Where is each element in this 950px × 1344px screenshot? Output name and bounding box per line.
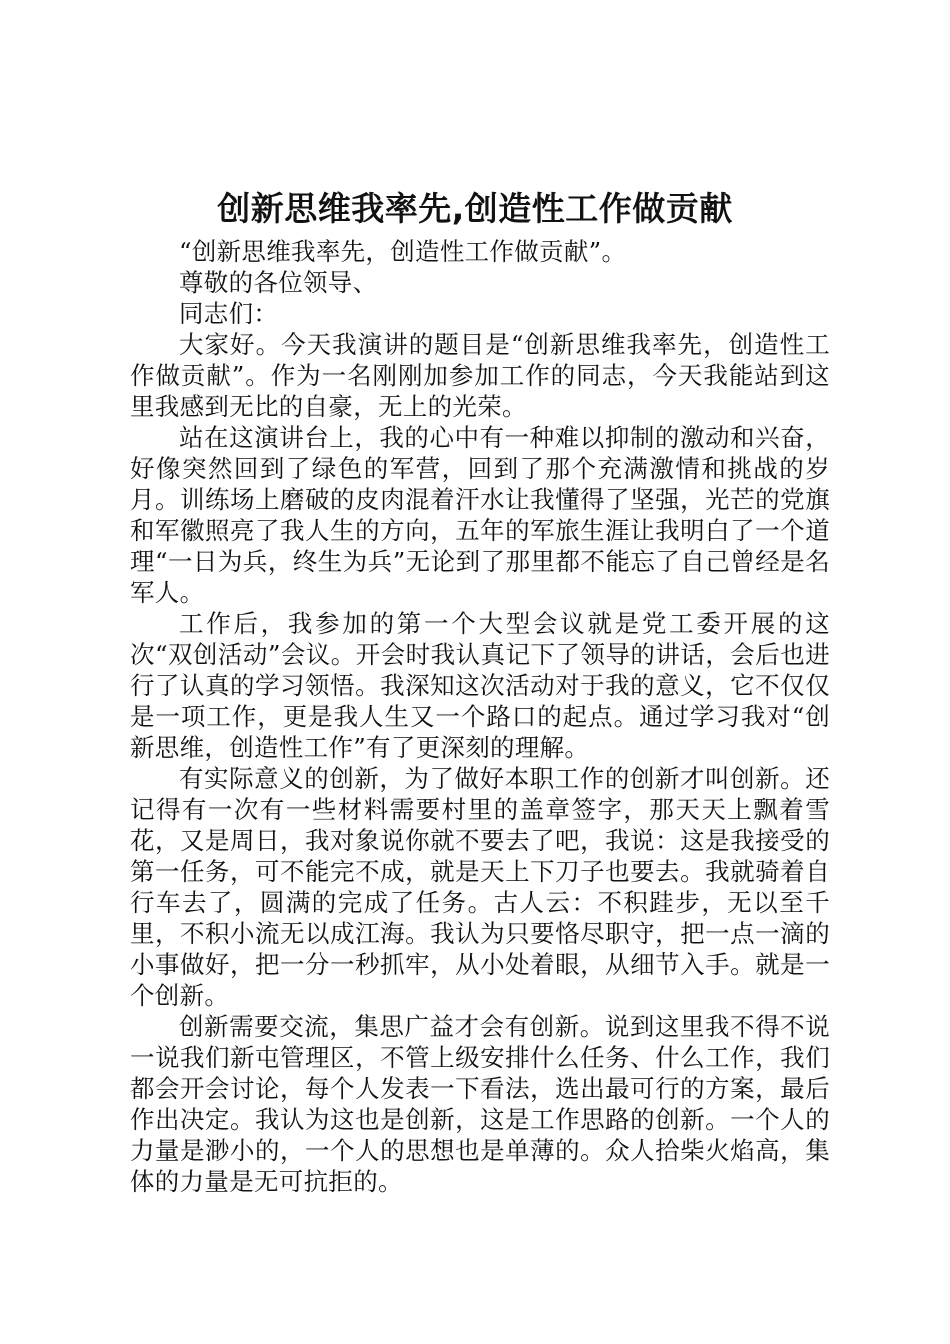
paragraph-practical-innovation: 有实际意义的创新，为了做好本职工作的创新才叫创新。还记得有一次有一些材料需要村里的盖章签字，那天天上飘着雪花，又是周日，我对象说你就不要去了吧，我说：这是我接受的第一任务，可不能完不成，就是天上下刀子也要去。我就骑着自行车去了，圆满的完成了任务。古人云：不积跬步，无以至千里，不积小流无以成江海。我认为只要恪尽职守，把一点一滴的小事做好，把一分一秒抓牢，从小处着眼，从细节入手。就是一个创新。 (130, 764, 830, 1010)
paragraph-communication: 创新需要交流，集思广益才会有创新。说到这里我不得不说一说我们新屯管理区，不管上级安排什么任务、什么工作，我们都会开会讨论，每个人发表一下看法，选出最可行的方案，最后作出决定。我认为这也是创新，这是工作思路的创新。一个人的力量是渺小的，一个人的思想也是单薄的。众人拾柴火焰高，集体的力量是无可抗拒的。 (130, 1012, 830, 1196)
paragraph-quote: “创新思维我率先，创造性工作做贡献”。 (179, 237, 627, 266)
document-body (130, 236, 830, 1197)
paragraph-salutation-leaders: 尊敬的各位领导、 (179, 268, 378, 297)
paragraph-military: 站在这演讲台上，我的心中有一种难以抑制的激动和兴奋，好像突然回到了绿色的军营，回到了那个充满激情和挑战的岁月。训练场上磨破的皮肉混着汗水让我懂得了坚强，光芒的党旗和军徽照亮了我人生的方向，五年的军旅生涯让我明白了一个道理“一日为兵，终生为兵”无论到了那里都不能忘了自己曾经是名军人。 (130, 423, 830, 607)
paragraph-salutation-comrades: 同志们： (179, 299, 279, 328)
document-title: 创新思维我率先,创造性工作做贡献 (217, 189, 733, 228)
paragraph-opening: 大家好。今天我演讲的题目是“创新思维我率先，创造性工作做贡献”。作为一名刚刚加参加工作的同志，今天我能站到这里我感到无比的自豪，无上的光荣。 (130, 330, 830, 421)
paragraph-meeting: 工作后，我参加的第一个大型会议就是党工委开展的这次“双创活动”会议。开会时我认真记下了领导的讲话，会后也进行了认真的学习领悟。我深知这次活动对于我的意义，它不仅仅是一项工作，更是我人生又一个路口的起点。通过学习我对“创新思维，创造性工作”有了更深刻的理解。 (130, 609, 831, 762)
